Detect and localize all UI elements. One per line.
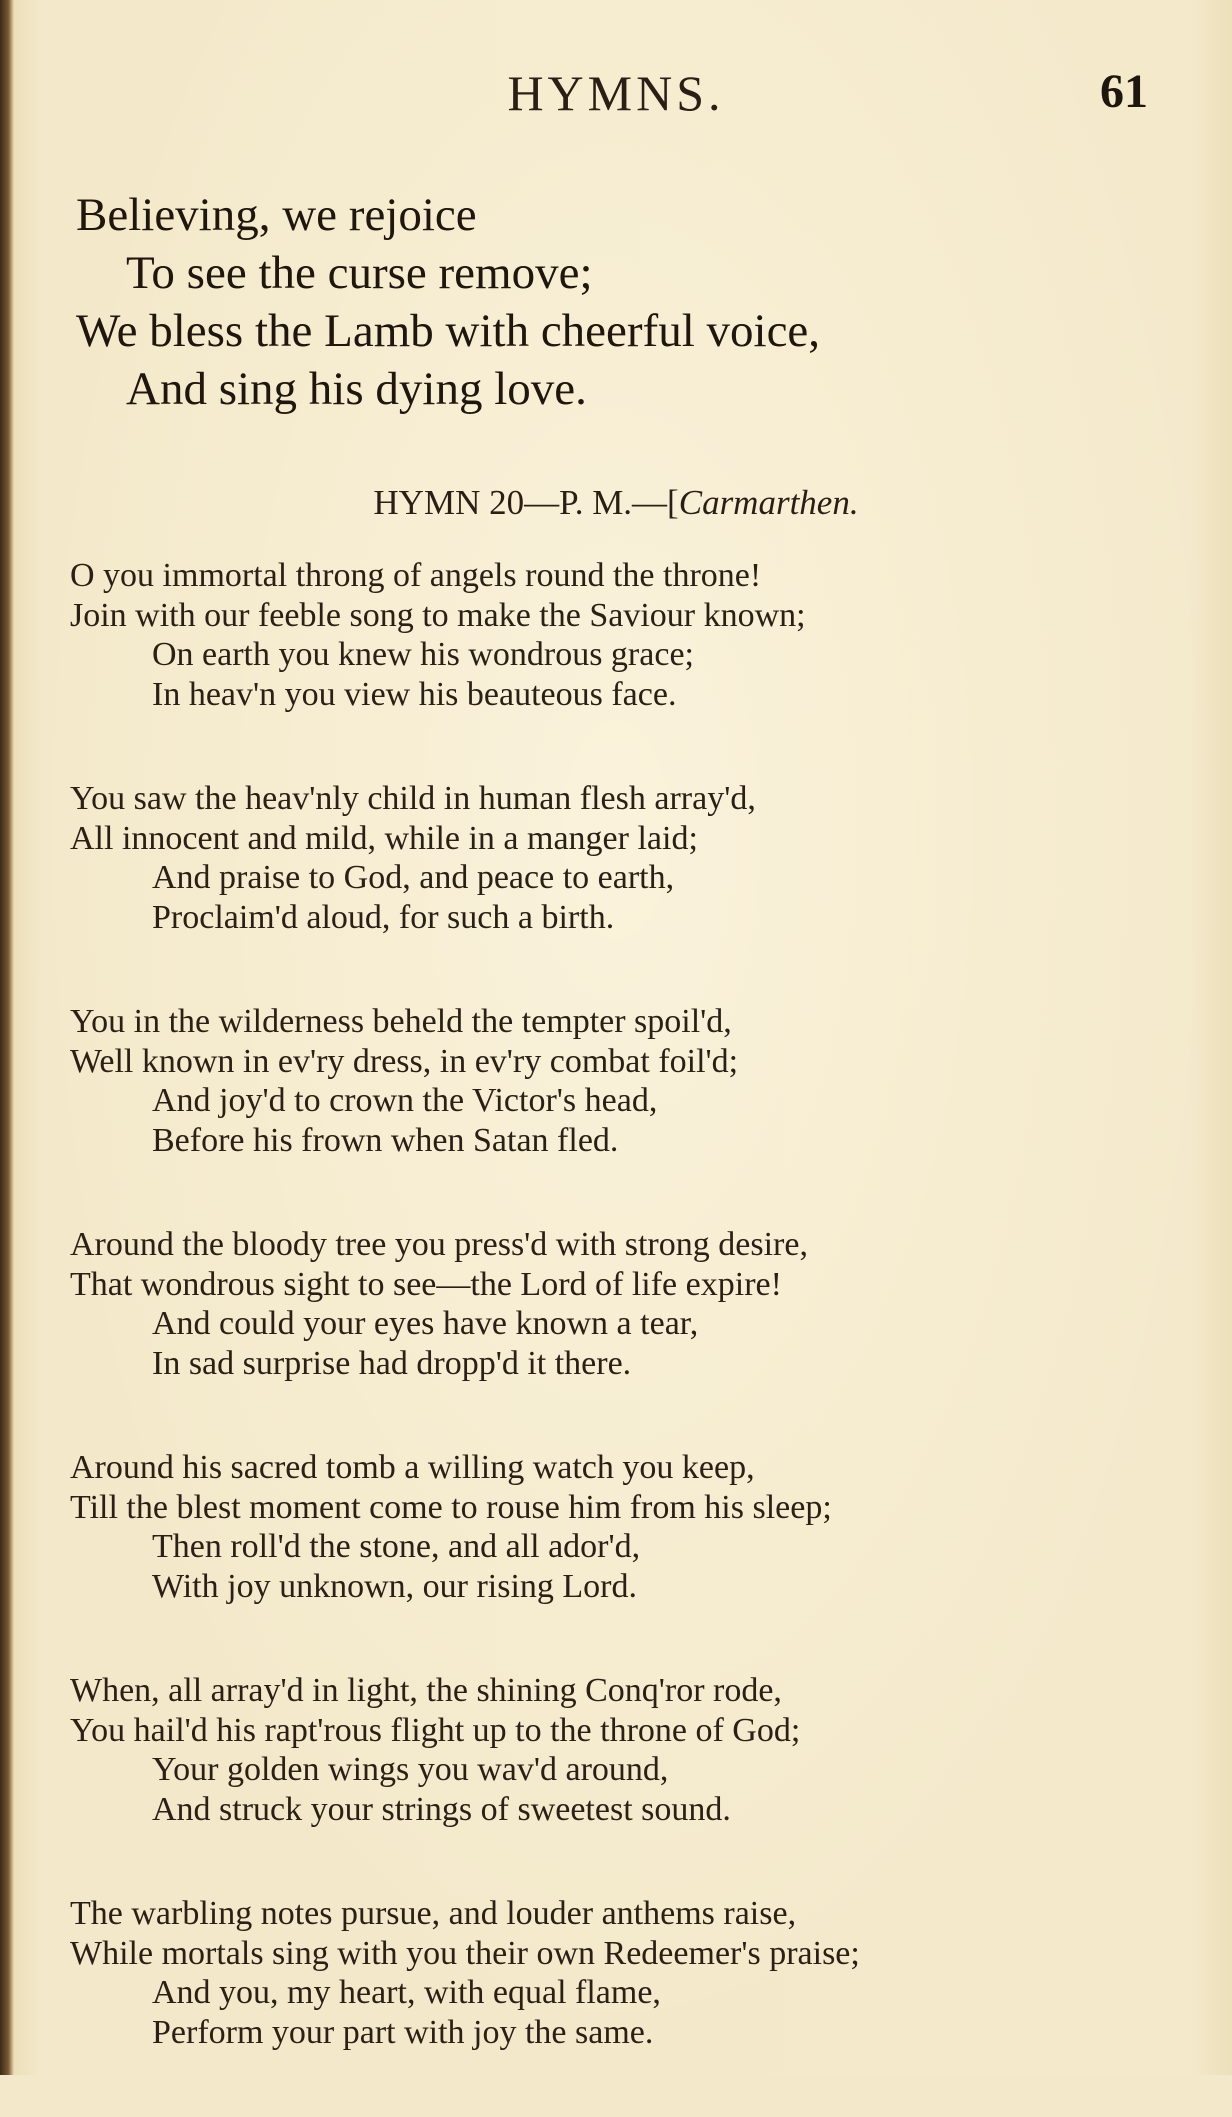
verse-line: The warbling notes pursue, and louder anthems raise, xyxy=(70,1895,797,1932)
book-spine-shadow xyxy=(0,0,14,2075)
verse-line: And struck your strings of sweetest sound. xyxy=(152,1790,731,1828)
verse-line: Around his sacred tomb a willing watch you keep, xyxy=(70,1449,755,1486)
verse-line: Join with our feeble song to make the Saviour known; xyxy=(70,596,806,634)
verse-line: Till the blest moment come to rouse him from his sleep; xyxy=(70,1488,832,1526)
verse-line: And could your eyes have known a tear, xyxy=(152,1305,699,1342)
verse-line: With joy unknown, our rising Lord. xyxy=(152,1567,637,1605)
verse-line: And joy'd to crown the Victor's head, xyxy=(152,1082,658,1119)
verse-line: O you immortal throng of angels round the throne! xyxy=(70,557,762,594)
running-head xyxy=(0,64,1232,124)
verse-line: And praise to God, and peace to earth, xyxy=(152,859,675,896)
verse-line: That wondrous sight to see—the Lord of life expire! xyxy=(70,1265,782,1303)
stanza-2 xyxy=(70,779,1200,937)
verse-line: Your golden wings you wav'd around, xyxy=(152,1751,669,1788)
previous-hymn-closing-stanza xyxy=(76,186,1176,418)
verse-line: You in the wilderness beheld the tempter spoil'd, xyxy=(70,1003,732,1040)
hymn-body xyxy=(70,556,1200,2117)
hymn-tune-name: Carmarthen. xyxy=(678,483,859,522)
hymn-heading xyxy=(0,483,1232,523)
verse-line: Before his frown when Satan fled. xyxy=(152,1121,619,1159)
verse-line: In heav'n you view his beauteous face. xyxy=(152,675,677,713)
verse-line: Proclaim'd aloud, for such a birth. xyxy=(152,898,615,936)
verse-line: You hail'd his rapt'rous flight up to the throne of God; xyxy=(70,1711,801,1749)
stanza-5 xyxy=(70,1448,1200,1606)
verse-line: All innocent and mild, while in a manger laid; xyxy=(70,819,698,857)
verse-line: Perform your part with joy the same. xyxy=(152,2013,654,2051)
stanza-4 xyxy=(70,1225,1200,1383)
stanza-3 xyxy=(70,1002,1200,1160)
verse-line: While mortals sing with you their own Redeemer's praise; xyxy=(70,1934,860,1972)
verse-line: In sad surprise had dropp'd it there. xyxy=(152,1344,632,1382)
verse-line: Around the bloody tree you press'd with strong desire, xyxy=(70,1226,808,1263)
hymn-number-meter: HYMN 20—P. M.—[ xyxy=(373,483,679,522)
stanza-6 xyxy=(70,1671,1200,1829)
verse-line: On earth you knew his wondrous grace; xyxy=(152,636,694,673)
running-title: HYMNS. xyxy=(507,65,725,121)
verse-line: You saw the heav'nly child in human flesh array'd, xyxy=(70,780,756,817)
verse-line: When, all array'd in light, the shining Conq'ror rode, xyxy=(70,1672,782,1709)
stanza-1 xyxy=(70,556,1200,714)
verse-line: And sing his dying love. xyxy=(126,363,587,415)
verse-line: To see the curse remove; xyxy=(126,247,593,299)
verse-line: And you, my heart, with equal flame, xyxy=(152,1974,661,2011)
verse-line: Well known in ev'ry dress, in ev'ry combat foil'd; xyxy=(70,1042,739,1080)
page-number: 61 xyxy=(1100,65,1148,118)
verse-line: Believing, we rejoice xyxy=(76,189,477,241)
verse-line: Then roll'd the stone, and all ador'd, xyxy=(152,1528,641,1565)
stanza-7 xyxy=(70,1894,1200,2052)
verse-line: We bless the Lamb with cheerful voice, xyxy=(76,305,821,357)
